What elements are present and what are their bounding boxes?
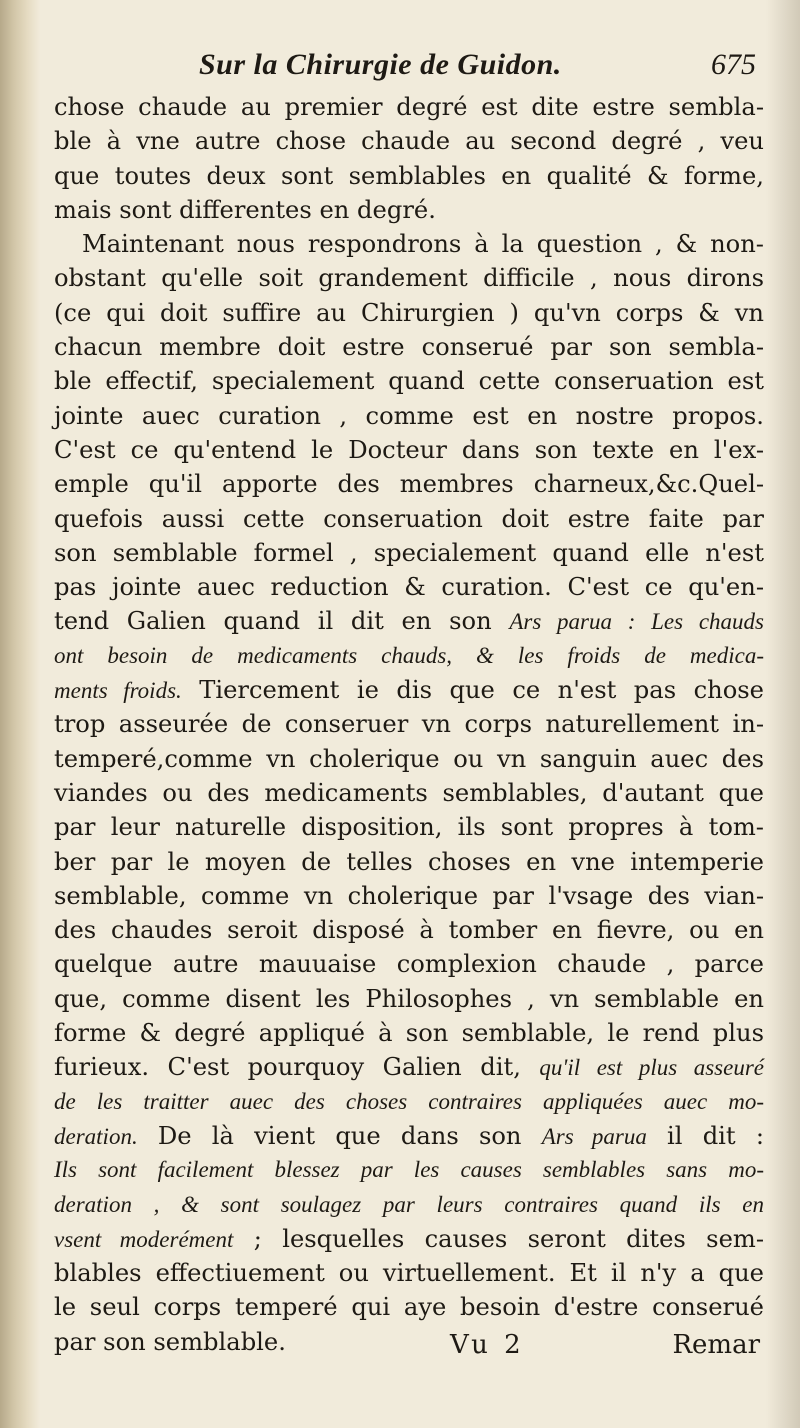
text-line: C'est ce qu'entend le Docteur dans son texte en l'ex- (54, 435, 764, 464)
text-segment: furieux. C'est pourquoy Galien dit, (54, 1053, 540, 1082)
book-gutter (0, 0, 40, 1428)
text-line (54, 1222, 764, 1256)
text-line (54, 1050, 764, 1084)
text-line: des chaudes seroit disposé à tomber en fievre, ou en (54, 916, 764, 945)
body-text (54, 90, 764, 1359)
italic-segment: vsent moderément (54, 1226, 234, 1252)
text-line: viandes ou des medicaments semblables, d'autant que (54, 778, 764, 807)
italic-segment: qu'il est plus asseuré (539, 1055, 764, 1081)
text-line: ont besoin de medicaments chauds, & les froids de medica- (54, 642, 764, 668)
running-title: Sur la Chirurgie de Guidon. (199, 48, 562, 81)
text-line (54, 1119, 764, 1153)
italic-segment: Ars parua : Les chauds (509, 609, 764, 635)
text-line: (ce qui doit suffire au Chirurgien ) qu'vn corps & vn (54, 298, 764, 327)
text-line: semblable, comme vn cholerique par l'vsage des vian- (54, 881, 764, 910)
page-number: 675 (711, 48, 756, 81)
text-line: temperé,comme vn cholerique ou vn sanguin auec des (54, 744, 764, 773)
text-line: chose chaude au premier degré est dite estre sembla- (54, 93, 764, 121)
text-line: Ils sont facilement blessez par les causes semblables sans mo- (54, 1157, 764, 1183)
text-line: blables effectiuement ou virtuellement. Et il n'y a que (54, 1259, 764, 1288)
text-line: ble à vne autre chose chaude au second degré , veu (54, 127, 764, 156)
text-segment: il dit : (646, 1121, 764, 1150)
text-line (54, 604, 764, 638)
text-line: quefois aussi cette conseruation doit estre faite par (54, 504, 764, 533)
book-page (54, 42, 768, 1412)
text-line: forme & degré appliqué à son semblable, le rend plus (54, 1019, 764, 1048)
text-line: ble effectif, specialement quand cette conseruation est (54, 367, 764, 396)
text-segment: tend Galien quand il dit en son (54, 607, 510, 636)
text-line: que toutes deux sont semblables en qualité & forme, (54, 161, 764, 190)
text-line: emple qu'il apporte des membres charneux,&c.Quel- (54, 470, 764, 499)
catchword: Remar (672, 1330, 760, 1360)
page-header (54, 42, 768, 94)
text-line: quelque autre mauuaise complexion chaude , parce (54, 950, 764, 979)
text-segment: ; lesquelles causes seront dites sem- (233, 1224, 764, 1253)
page-edge (766, 0, 800, 1428)
text-line: Maintenant nous respondrons à la question , & non- (82, 230, 764, 259)
text-segment: De là vient que dans son (137, 1121, 542, 1150)
text-line: son semblable formel , specialement quand elle n'est (54, 538, 764, 567)
text-line: le seul corps temperé qui aye besoin d'estre conserué (54, 1293, 764, 1322)
text-line: deration , & sont soulagez par leurs contraires quand ils en (54, 1191, 764, 1217)
text-line: trop asseurée de conseruer vn corps naturellement in- (54, 710, 764, 739)
text-line: par leur naturelle disposition, ils sont propres à tom- (54, 813, 764, 842)
text-segment: Tiercement ie dis que ce n'est pas chose (181, 676, 764, 705)
text-line: ber par le moyen de telles choses en vne intemperie (54, 847, 764, 876)
signature-mark: Vu 2 (450, 1330, 525, 1360)
text-line (54, 673, 764, 707)
text-line: mais sont differentes en degré. (54, 195, 436, 224)
text-line: que, comme disent les Philosophes , vn semblable en (54, 984, 764, 1013)
text-line: par son semblable. (54, 1327, 286, 1356)
text-line: jointe auec curation , comme est en nostre propos. (54, 401, 764, 430)
text-line: de les traitter auec des choses contraires appliquées auec mo- (54, 1088, 764, 1114)
italic-segment: Ars parua (541, 1123, 647, 1149)
italic-segment: ments froids. (54, 678, 182, 704)
text-line: chacun membre doit estre conserué par son sembla- (54, 333, 764, 362)
text-line: pas jointe auec reduction & curation. C'est ce qu'en- (54, 573, 764, 602)
italic-segment: deration. (54, 1123, 138, 1149)
page-footer (54, 1330, 768, 1370)
text-line: obstant qu'elle soit grandement difficile , nous dirons (54, 264, 764, 293)
